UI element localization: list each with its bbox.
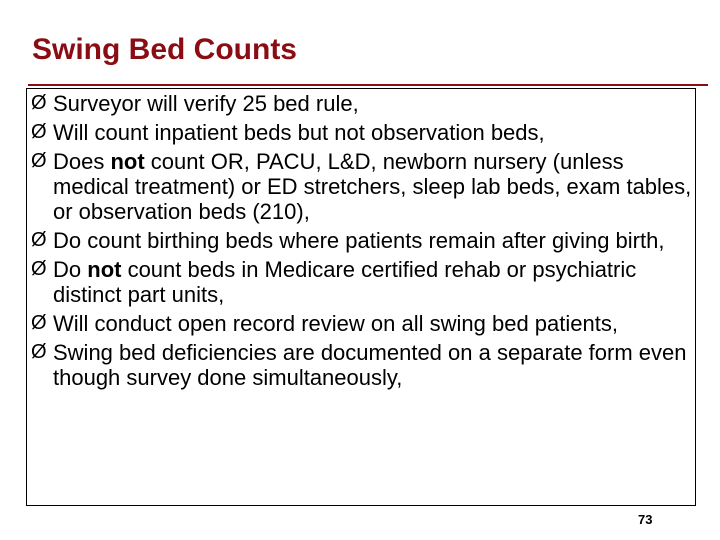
- arrow-bullet-icon: Ø: [31, 92, 47, 114]
- bullet-text: Will count inpatient beds but not observation beds,: [53, 120, 545, 145]
- slide-title: Swing Bed Counts: [32, 33, 297, 66]
- content-box: [26, 88, 696, 506]
- arrow-bullet-icon: Ø: [31, 121, 47, 143]
- bullet-item: [27, 257, 695, 307]
- arrow-bullet-icon: Ø: [31, 312, 47, 334]
- bullet-text: Does not count OR, PACU, L&D, newborn nursery (unless medical treatment) or ED stretchers, sleep lab beds, exam tables, or observation beds (210),: [53, 149, 692, 224]
- bullet-text: Will conduct open record review on all swing bed patients,: [53, 311, 618, 336]
- bullet-text: Do not count beds in Medicare certified rehab or psychiatric distinct part units,: [53, 257, 637, 307]
- arrow-bullet-icon: Ø: [31, 229, 47, 251]
- bullet-list: [27, 89, 695, 390]
- title-divider: [28, 84, 708, 86]
- bullet-text: Swing bed deficiencies are documented on a separate form even though survey done simultaneously,: [53, 340, 687, 390]
- bullet-text: Do count birthing beds where patients remain after giving birth,: [53, 228, 665, 253]
- bullet-text: Surveyor will verify 25 bed rule,: [53, 91, 359, 116]
- bullet-item: [27, 91, 695, 116]
- arrow-bullet-icon: Ø: [31, 341, 47, 363]
- bullet-item: [27, 311, 695, 336]
- bullet-item: [27, 120, 695, 145]
- bullet-item: [27, 228, 695, 253]
- arrow-bullet-icon: Ø: [31, 258, 47, 280]
- arrow-bullet-icon: Ø: [31, 150, 47, 172]
- page-number: 73: [638, 512, 653, 527]
- bullet-item: [27, 149, 695, 224]
- bullet-item: [27, 340, 695, 390]
